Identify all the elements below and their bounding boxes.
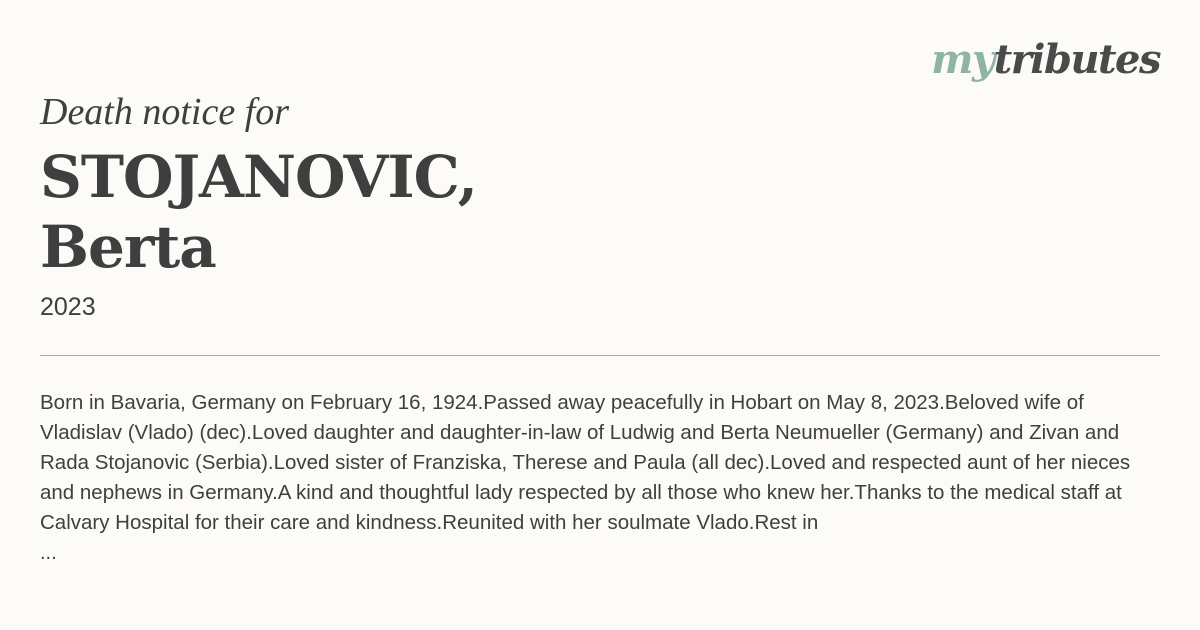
deceased-surname: STOJANOVIC, (40, 143, 477, 211)
deceased-name (40, 142, 477, 282)
logo-tributes-text: tributes (993, 36, 1160, 83)
mytributes-logo[interactable] (931, 34, 1160, 86)
notice-intro: Death notice for (40, 91, 290, 133)
notice-year: 2023 (40, 293, 96, 321)
notice-body-text: Born in Bavaria, Germany on February 16, 1924.Passed away peacefully in Hobart on May 8, 2023.Beloved wife of Vladislav (Vlado) (dec).Loved daughter and daughter-in-law of Ludwig and Berta Neumueller (Germany) and Zivan and Rada Stojanovic (Serbia).Loved sister of Franziska, Therese and Paula (all dec).Loved and respected aunt of her nieces and nephews in Germany.A kind and thoughtful lady respected by all those who knew her.Thanks to the medical staff at Calvary Hospital for their care and kindness.Reunited with her soulmate Vlado.Rest in (40, 391, 1131, 534)
deceased-given-name: Berta (40, 213, 216, 281)
divider (40, 355, 1160, 356)
truncation-ellipsis: ... (40, 542, 57, 564)
logo-my-text: my (931, 36, 994, 83)
